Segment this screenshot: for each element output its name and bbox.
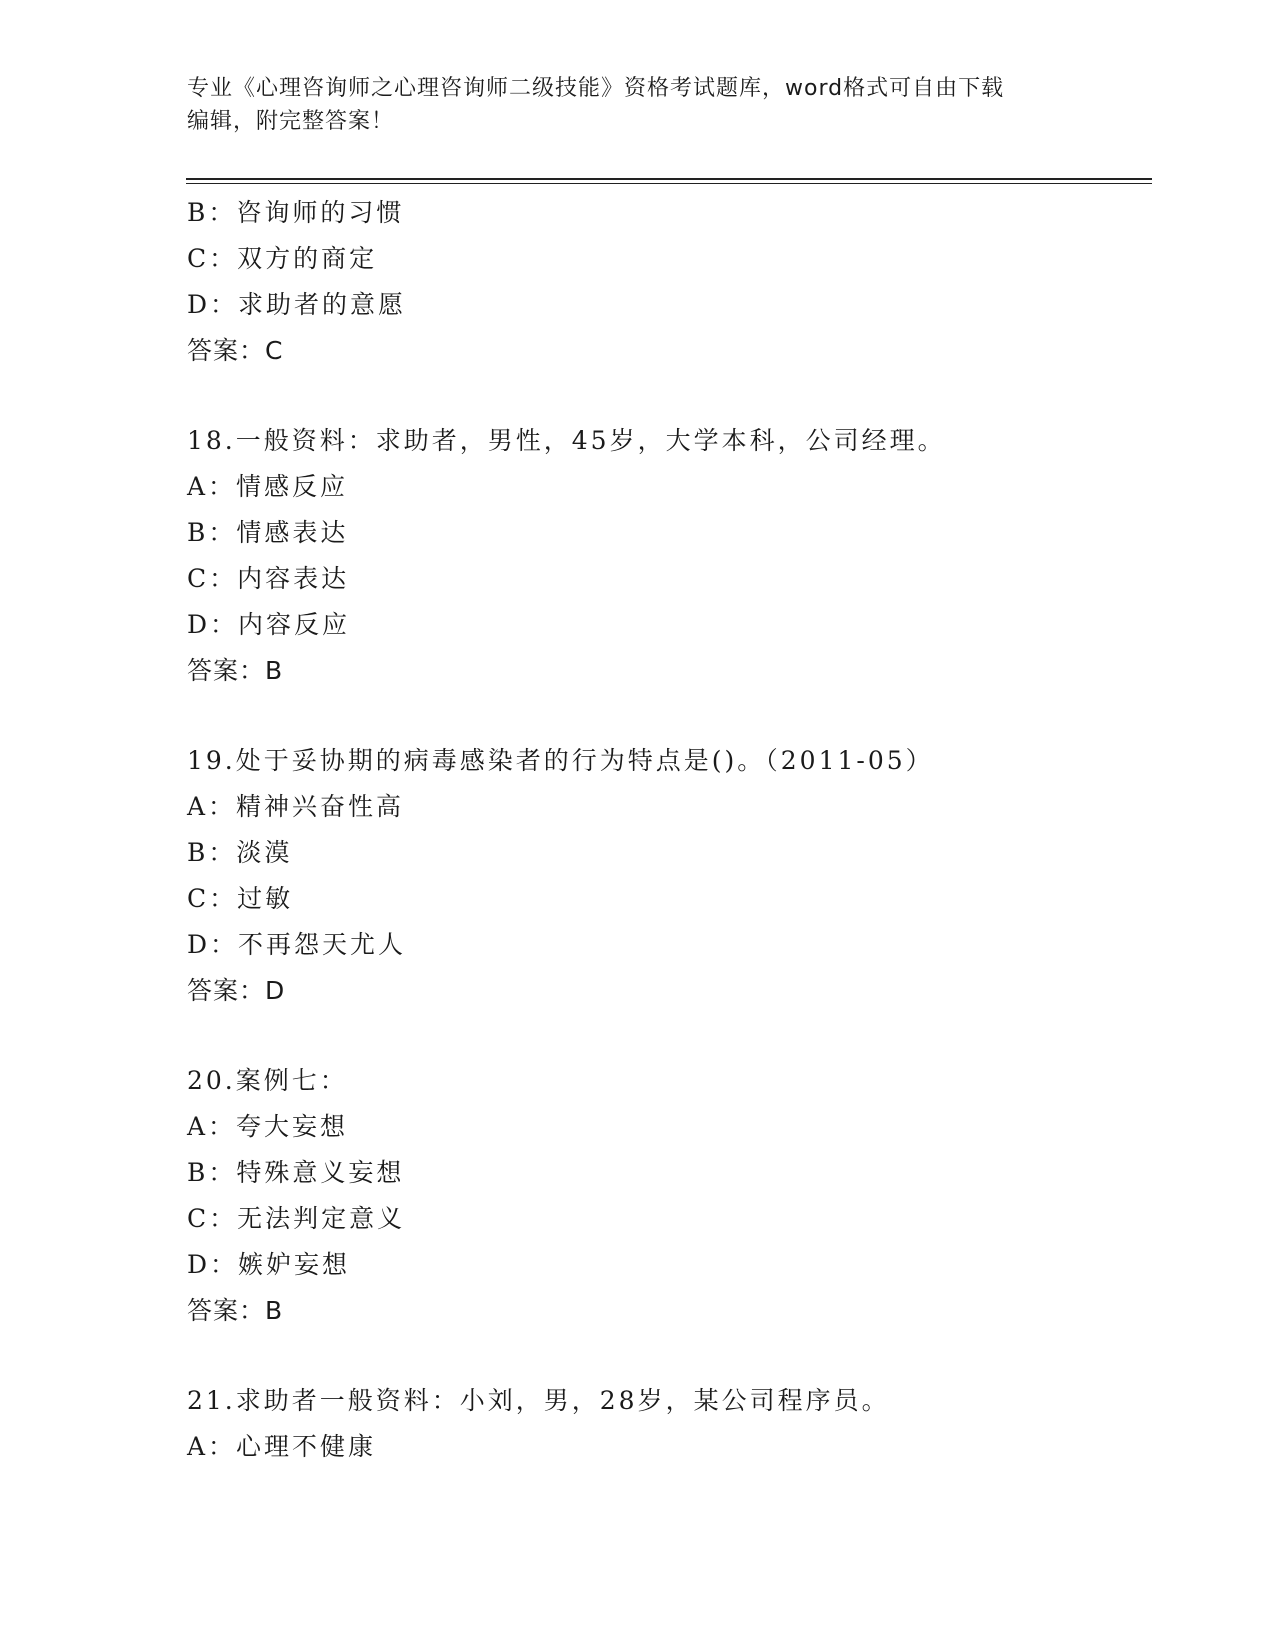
question-18	[187, 418, 1147, 694]
header-line-1: 专业《心理咨询师之心理咨询师二级技能》资格考试题库，word格式可自由下载	[187, 76, 1005, 101]
spacer	[187, 694, 1147, 738]
spacer	[187, 1014, 1147, 1058]
question-21	[187, 1378, 1147, 1470]
option-c: C：无法判定意义	[187, 1204, 406, 1233]
question-list	[187, 190, 1147, 1470]
spacer	[187, 1334, 1147, 1378]
option-b: B：特殊意义妄想	[187, 1158, 405, 1187]
question-stem: 20.案例七：	[187, 1066, 348, 1095]
option-b: B：情感表达	[187, 518, 349, 547]
option-d: D：内容反应	[187, 610, 351, 639]
header-rule-thin	[186, 183, 1152, 184]
answer: 答案：B	[187, 656, 284, 685]
document-header	[187, 72, 1087, 138]
option-a: A：情感反应	[187, 472, 349, 501]
option-c: C：内容表达	[187, 564, 350, 593]
option-a: A：心理不健康	[187, 1432, 377, 1461]
option-b: B：淡漠	[187, 838, 293, 867]
option-d: D：求助者的意愿	[187, 290, 407, 319]
question-19	[187, 738, 1147, 1014]
spacer	[187, 374, 1147, 418]
question-17	[187, 190, 1147, 374]
answer: 答案：D	[187, 976, 286, 1005]
option-c: C：双方的商定	[187, 244, 378, 273]
option-a: A：夸大妄想	[187, 1112, 349, 1141]
answer: 答案：C	[187, 336, 284, 365]
answer: 答案：B	[187, 1296, 284, 1325]
header-line-2: 编辑，附完整答案！	[187, 109, 395, 134]
question-stem: 19.处于妥协期的病毒感染者的行为特点是()。（2011-05）	[187, 746, 934, 775]
question-stem: 18.一般资料：求助者，男性，45岁，大学本科，公司经理。	[187, 426, 946, 455]
option-c: C：过敏	[187, 884, 294, 913]
option-d: D：不再怨天尤人	[187, 930, 407, 959]
option-b: B：咨询师的习惯	[187, 198, 405, 227]
option-a: A：精神兴奋性高	[187, 792, 405, 821]
question-stem: 21.求助者一般资料：小刘，男，28岁，某公司程序员。	[187, 1386, 890, 1415]
header-rule-thick	[186, 178, 1152, 180]
option-d: D：嫉妒妄想	[187, 1250, 351, 1279]
question-20	[187, 1058, 1147, 1334]
